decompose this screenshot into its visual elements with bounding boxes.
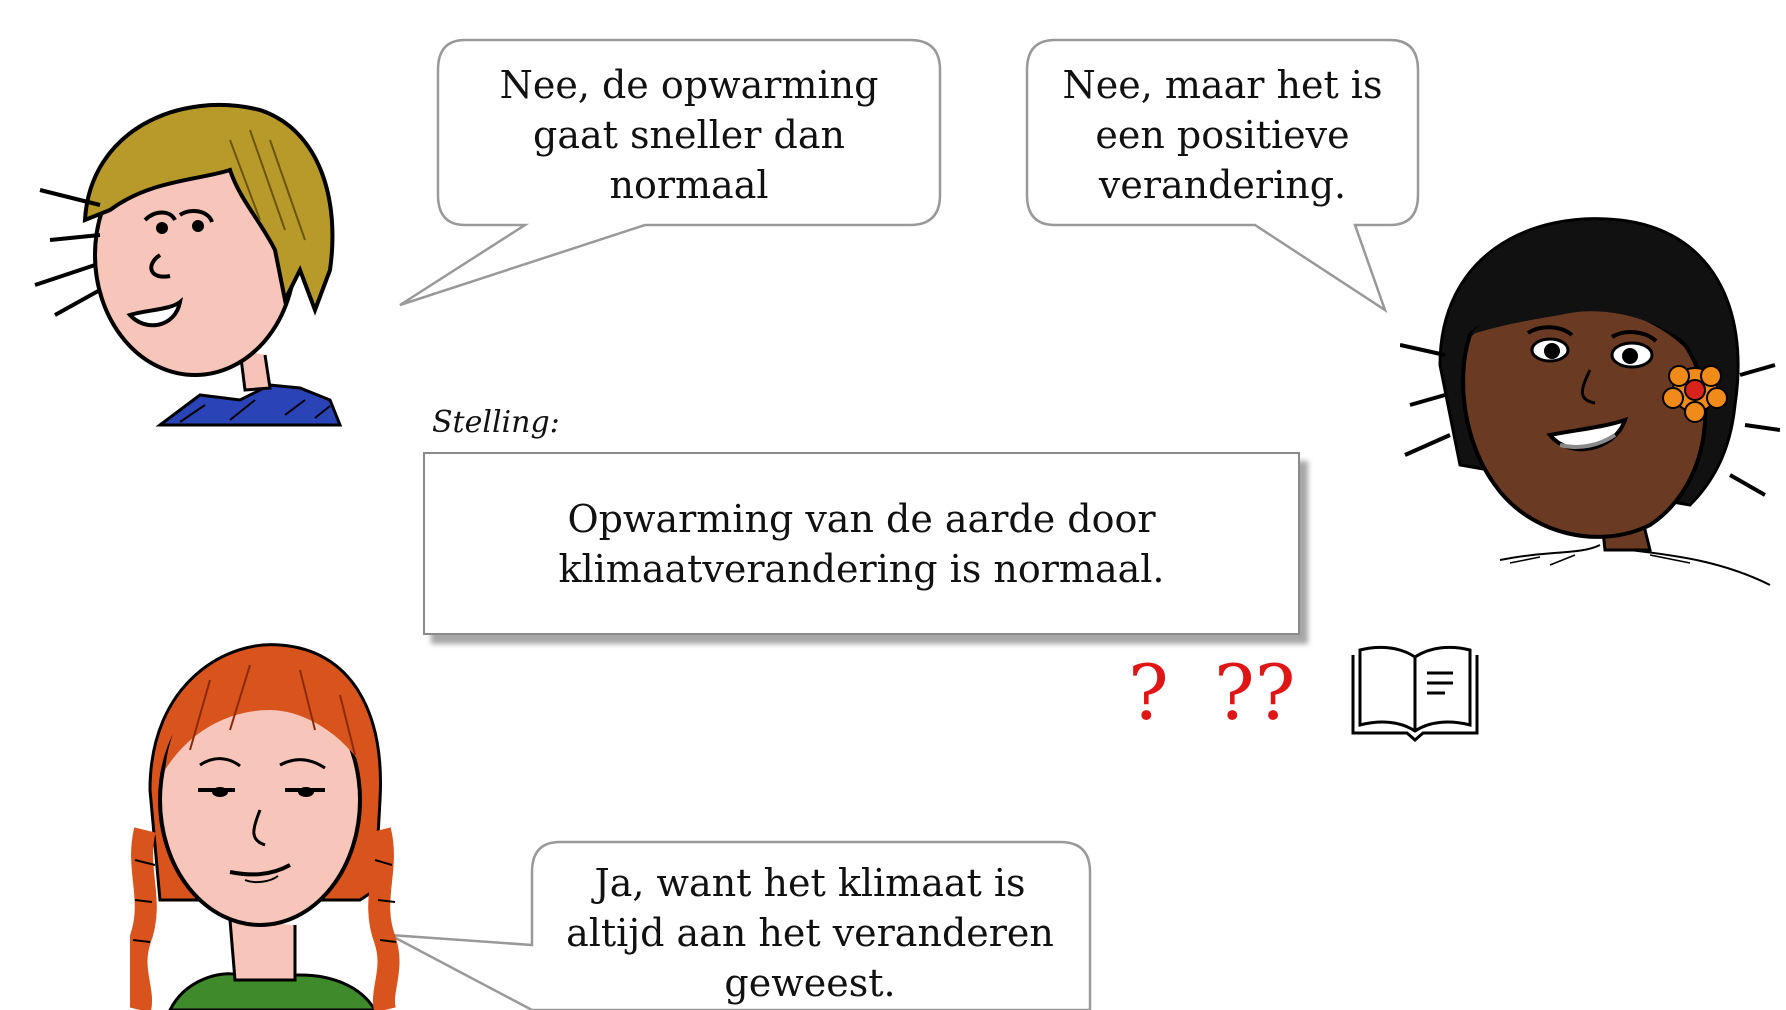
- statement-box: [423, 452, 1300, 635]
- bubble-line: Nee, de opwarming: [499, 63, 879, 107]
- open-book-icon: [1345, 645, 1485, 745]
- question-mark-double: ??: [1214, 648, 1296, 737]
- dark-haired-girl-character: [1400, 205, 1780, 590]
- statement-label: Stelling:: [432, 405, 560, 440]
- bubble-line: altijd aan het veranderen: [566, 911, 1054, 955]
- speech-bubble-top-left: [448, 60, 930, 210]
- bubble-line: Nee, maar het is: [1062, 63, 1383, 107]
- bubble-line: normaal: [609, 163, 769, 207]
- statement-text: [558, 494, 1164, 594]
- bubble-line: verandering.: [1098, 163, 1347, 207]
- question-mark-single: ?: [1128, 648, 1169, 737]
- statement-line: Opwarming van de aarde door: [567, 496, 1156, 541]
- red-haired-girl-character: [130, 640, 400, 1010]
- bubble-line: geweest.: [724, 961, 896, 1005]
- bubble-line: een positieve: [1095, 113, 1350, 157]
- bubble-line: gaat sneller dan: [533, 113, 845, 157]
- statement-line: klimaatverandering is normaal.: [558, 546, 1165, 591]
- speech-bubble-bottom: [540, 858, 1080, 1008]
- bubble-line: Ja, want het klimaat is: [594, 861, 1026, 905]
- speech-bubble-top-right: [1035, 60, 1410, 210]
